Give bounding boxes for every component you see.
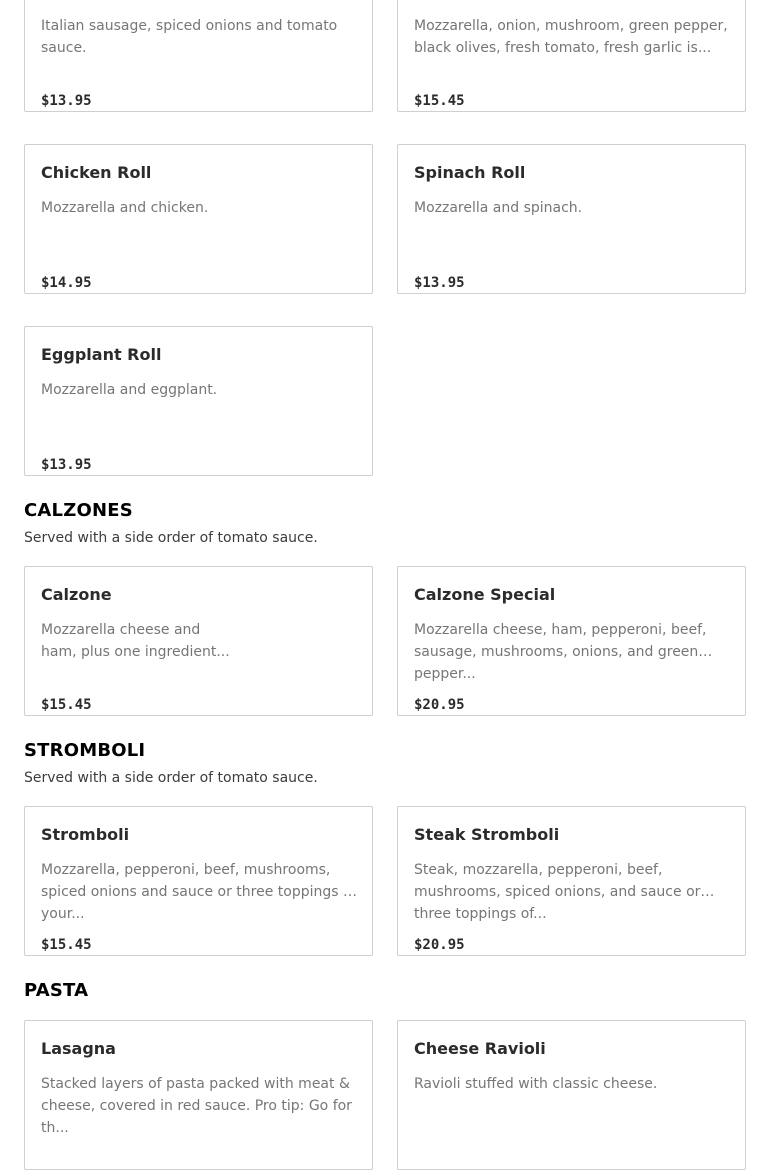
menu-item-card[interactable] (24, 1020, 373, 1170)
section-title: PASTA (24, 980, 89, 1001)
item-price: $15.45 (41, 697, 92, 713)
item-name: Calzone Special (414, 585, 556, 604)
item-description: Mozzarella and chicken. (41, 200, 209, 216)
item-name: Chicken Roll (41, 163, 152, 182)
item-description: Mozzarella and spinach. (414, 200, 583, 216)
item-price: $13.95 (41, 457, 92, 473)
menu-item-card[interactable] (397, 0, 746, 112)
menu-item-card[interactable] (24, 326, 373, 476)
item-name: Cheese Ravioli (414, 1039, 546, 1058)
item-description: Mozzarella cheese and ham, plus one ingredient... (41, 622, 230, 660)
menu-item-card[interactable] (24, 0, 373, 112)
section-subtitle: Served with a side order of tomato sauce. (24, 770, 318, 786)
section-title: STROMBOLI (24, 740, 146, 761)
item-description: Stacked layers of pasta packed with meat & cheese, covered in red sauce. Pro tip: Go for th... (41, 1076, 352, 1136)
item-price: $15.45 (41, 937, 92, 953)
menu-item-card[interactable] (24, 144, 373, 294)
item-description: Mozzarella cheese, ham, pepperoni, beef, sausage, mushrooms, onions, and green pepper... (414, 622, 707, 682)
menu-item-card[interactable] (397, 566, 746, 716)
item-description: Steak, mozzarella, pepperoni, beef, mushrooms, spiced onions, and sauce or three toppings of... (414, 862, 701, 922)
menu-item-card[interactable] (397, 806, 746, 956)
menu-item-card[interactable] (24, 806, 373, 956)
section-subtitle: Served with a side order of tomato sauce. (24, 530, 318, 546)
item-price: $13.95 (414, 275, 465, 291)
item-description: Mozzarella and eggplant. (41, 382, 218, 398)
item-name: Spinach Roll (414, 163, 526, 182)
item-description: Mozzarella, onion, mushroom, green pepper, black olives, fresh tomato, fresh garlic is... (414, 18, 728, 56)
item-price: $15.45 (414, 93, 465, 109)
menu-item-card[interactable] (24, 566, 373, 716)
item-name: Eggplant Roll (41, 345, 162, 364)
item-name: Steak Stromboli (414, 825, 560, 844)
section-title: CALZONES (24, 500, 133, 521)
item-price: $14.95 (41, 275, 92, 291)
item-price: $20.95 (414, 697, 465, 713)
item-name: Stromboli (41, 825, 130, 844)
item-description: Ravioli stuffed with classic cheese. (414, 1076, 658, 1092)
item-description: Mozzarella, pepperoni, beef, mushrooms, spiced onions and sauce or three toppings of your... (41, 862, 357, 922)
item-name: Lasagna (41, 1039, 116, 1058)
menu-item-card[interactable] (397, 1020, 746, 1170)
item-price: $13.95 (41, 93, 92, 109)
item-price: $20.95 (414, 937, 465, 953)
menu-item-card[interactable] (397, 144, 746, 294)
item-description: Italian sausage, spiced onions and tomato sauce. (41, 18, 338, 56)
item-name: Calzone (41, 585, 112, 604)
